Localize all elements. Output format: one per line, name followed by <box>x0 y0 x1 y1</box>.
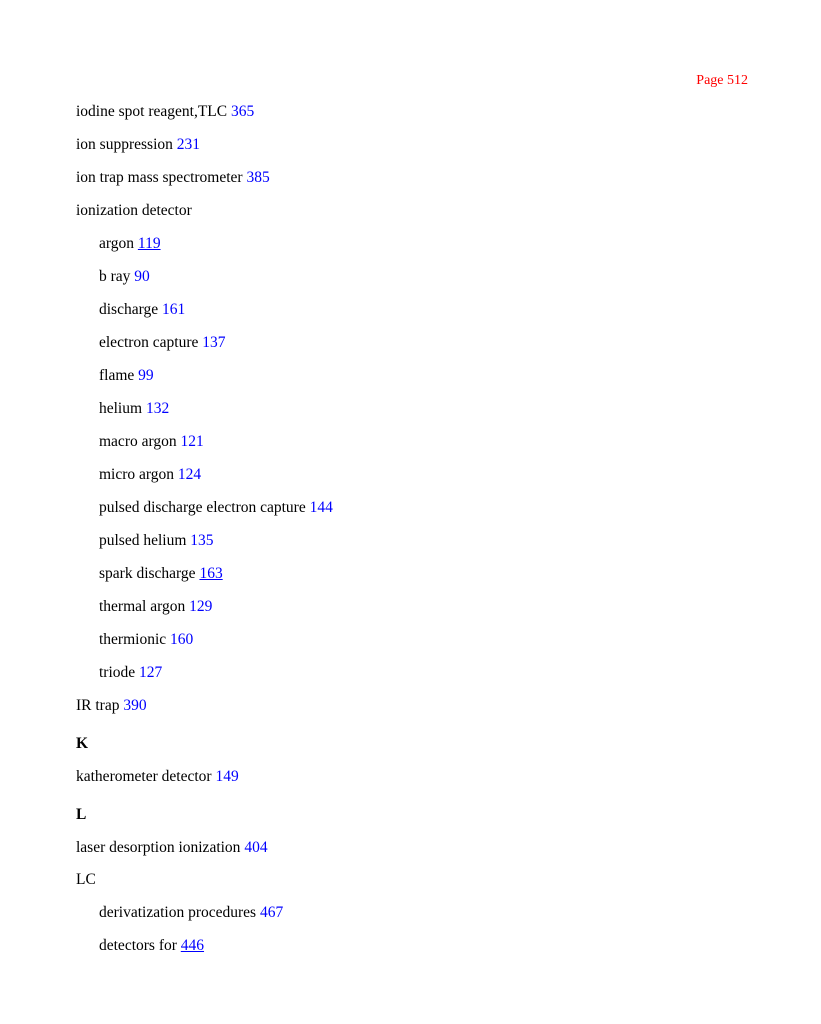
index-subentry <box>76 935 776 968</box>
page-ref-link[interactable]: 99 <box>138 367 154 384</box>
index-subentry <box>76 662 776 695</box>
entry-term: discharge <box>99 301 159 318</box>
index-subentry <box>76 431 776 464</box>
index-subentry <box>76 563 776 596</box>
entry-term: ionization detector <box>76 202 192 219</box>
entry-term: helium <box>99 400 143 417</box>
section-letter-heading: K <box>76 735 89 752</box>
entry-term: triode <box>99 664 136 681</box>
index-subentry <box>76 530 776 563</box>
page-ref-link[interactable]: 135 <box>190 532 214 549</box>
index-entry <box>76 837 776 869</box>
entry-term: pulsed discharge electron capture <box>99 499 306 516</box>
index-entry <box>76 695 776 728</box>
index-subentry <box>76 464 776 497</box>
index-subentry <box>76 629 776 662</box>
page-ref-link[interactable]: 127 <box>139 664 163 681</box>
page-ref-link[interactable]: 149 <box>215 768 239 785</box>
page-ref-link[interactable]: 446 <box>180 937 205 954</box>
index-subentry <box>76 266 776 299</box>
index-subentry <box>76 596 776 629</box>
index-entry <box>76 101 776 134</box>
page-ref-link[interactable]: 90 <box>134 268 150 285</box>
entry-term: laser desorption ionization <box>76 839 241 856</box>
page-ref-link[interactable]: 385 <box>246 169 270 186</box>
page-ref-link[interactable]: 119 <box>137 235 161 252</box>
index-subentry <box>76 299 776 332</box>
section-letter-heading: L <box>76 806 87 823</box>
entry-term: macro argon <box>99 433 177 450</box>
page-ref-link[interactable]: 144 <box>309 499 333 516</box>
page-ref-link[interactable]: 121 <box>180 433 204 450</box>
index-subentry <box>76 398 776 431</box>
entry-term: ion trap mass spectrometer <box>76 169 243 186</box>
page-ref-link[interactable]: 404 <box>244 839 268 856</box>
index-entry <box>76 167 776 200</box>
page-ref-link[interactable]: 467 <box>259 904 284 921</box>
index-subentry <box>76 332 776 365</box>
page-ref-link[interactable]: 160 <box>170 631 194 648</box>
entry-term: thermionic <box>99 631 167 648</box>
entry-term: iodine spot reagent,TLC <box>76 103 228 120</box>
index-entry <box>76 134 776 167</box>
index-subentry <box>76 365 776 398</box>
entry-term: IR trap <box>76 697 120 714</box>
page-ref-link[interactable]: 132 <box>145 400 170 417</box>
index-entry <box>76 869 776 902</box>
entry-term: detectors for <box>99 937 177 954</box>
page-number: Page 512 <box>696 73 748 88</box>
entry-term: b ray <box>99 268 131 285</box>
index-subentry <box>76 497 776 530</box>
entry-term: micro argon <box>99 466 175 483</box>
entry-term: LC <box>76 871 96 888</box>
page-ref-link[interactable]: 129 <box>189 598 213 615</box>
page-ref-link[interactable]: 137 <box>202 334 226 351</box>
entry-term: ion suppression <box>76 136 173 153</box>
page-ref-link[interactable]: 161 <box>161 301 186 318</box>
entry-term: spark discharge <box>99 565 196 582</box>
index-list <box>76 101 776 968</box>
entry-term: electron capture <box>99 334 199 351</box>
index-entry <box>76 200 776 233</box>
page-ref-link[interactable]: 124 <box>177 466 202 483</box>
page-ref-link[interactable]: 390 <box>123 697 147 714</box>
entry-term: derivatization procedures <box>99 904 257 921</box>
entry-term: flame <box>99 367 135 384</box>
entry-term: argon <box>99 235 135 252</box>
entry-term: thermal argon <box>99 598 186 615</box>
entry-term: pulsed helium <box>99 532 187 549</box>
index-entry <box>76 766 776 799</box>
index-subentry <box>76 233 776 266</box>
page-ref-link[interactable]: 163 <box>199 565 223 582</box>
page-ref-link[interactable]: 231 <box>176 136 200 153</box>
entry-term: katherometer detector <box>76 768 212 785</box>
page-ref-link[interactable]: 365 <box>230 103 255 120</box>
index-subentry <box>76 902 776 935</box>
